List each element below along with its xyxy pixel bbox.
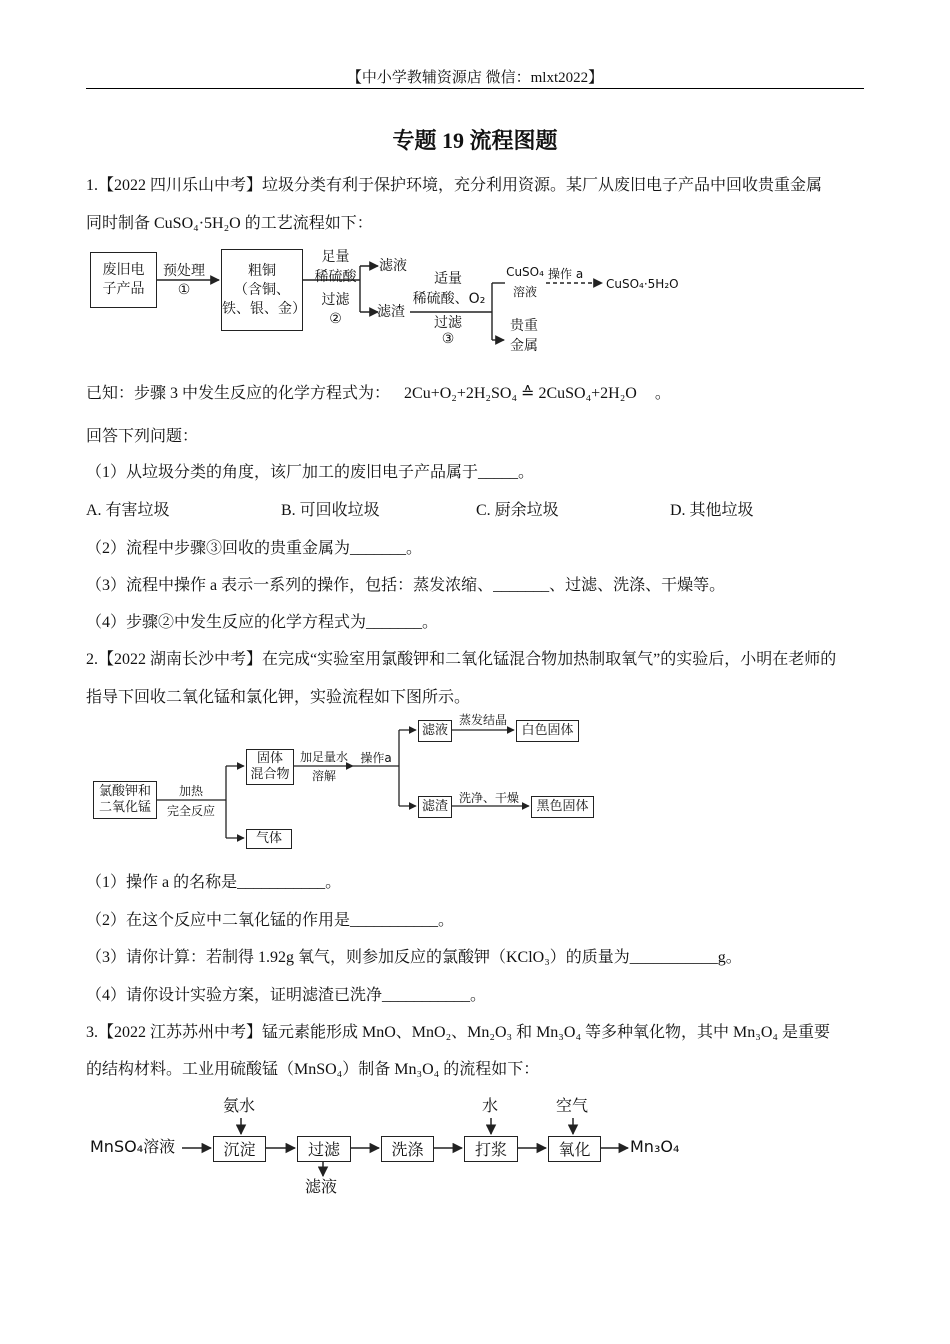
q1-filtrate: 滤液 — [379, 258, 407, 274]
q1-step1-pretreat: 预处理 — [163, 263, 205, 279]
q1-stem-line2: 同时制备 CuSO₄·5H₂O 的工艺流程如下： — [86, 215, 373, 232]
q1-step2-amount: 足量 — [321, 249, 350, 265]
q2-sub3: （3）请你计算：若制得 1.92g 氧气，则参加反应的氯酸钾（KClO₃）的质量为___________g。 — [86, 949, 742, 966]
q1-step2-acid: 稀硫酸 — [314, 269, 357, 285]
q2-sub1: （1）操作 a 的名称是___________。 — [86, 874, 342, 891]
q2-add-water: 加足量水 — [299, 750, 348, 764]
q1-known: 已知：步骤 3 中发生反应的化学方程式为： 2Cu+O₂+2H₂SO₄ ≙ 2CuSO₄+2H₂O 。 — [86, 385, 671, 402]
q3-filtrate: 滤液 — [305, 1177, 338, 1196]
q2-box-black-solid: 黑色固体 — [531, 796, 594, 818]
q3-stem-line1: 3.【2022 江苏苏州中考】锰元素能形成 MnO、MnO₂、Mn₂O₃ 和 Mn₃O₄ 等多种氧化物，其中 Mn₃O₄ 是重要 — [86, 1024, 830, 1041]
q1-step2-filter: 过滤 — [321, 292, 350, 308]
q1-residue: 滤渣 — [377, 304, 405, 320]
q1-option-c: C. 厨余垃圾 — [476, 502, 559, 519]
q3-stem-line2: 的结构材料。工业用硫酸锰（MnSO₄）制备 Mn₃O₄ 的流程如下： — [86, 1061, 540, 1078]
q1-option-a: A. 有害垃圾 — [86, 502, 170, 519]
q3-step-wash: 洗涤 — [381, 1136, 434, 1162]
q1-step3-reagents: 稀硫酸、O₂ — [412, 291, 486, 307]
q2-box-gas: 气体 — [246, 829, 292, 849]
page-header: 【中小学教辅资源店 微信：mlxt2022】 — [346, 70, 604, 86]
q2-box-white-solid: 白色固体 — [516, 720, 579, 742]
q1-sub3: （3）流程中操作 a 表示一系列的操作，包括：蒸发浓缩、_______、过滤、洗涤、干燥等。 — [86, 577, 726, 594]
q1-option-d: D. 其他垃圾 — [670, 502, 754, 519]
q2-dissolve: 溶解 — [311, 769, 336, 783]
q2-operation-a: 操作a — [360, 751, 392, 765]
q3-step-oxidize: 氧化 — [548, 1136, 601, 1162]
q3-start-solution: MnSO₄溶液 — [90, 1137, 176, 1156]
q1-precious-metal-1: 贵重 — [510, 318, 538, 334]
q1-solution-label: 溶液 — [512, 285, 537, 299]
q2-sub2: （2）在这个反应中二氧化锰的作用是___________。 — [86, 912, 455, 929]
q1-sub2: （2）流程中步骤③回收的贵重金属为_______。 — [86, 540, 423, 557]
q1-step3-number: ③ — [441, 331, 455, 347]
q1-answer-intro: 回答下列问题： — [86, 428, 199, 445]
q3-step-filter: 过滤 — [297, 1136, 351, 1162]
q3-step-precipitate: 沉淀 — [213, 1136, 266, 1162]
q2-evaporate: 蒸发结晶 — [458, 713, 507, 727]
q2-sub4: （4）请你设计实验方案，证明滤渣已洗净___________。 — [86, 987, 487, 1004]
q1-product: CuSO₄·5H₂O — [606, 277, 679, 291]
q1-step1-number: ① — [177, 282, 191, 298]
page-title: 专题 19 流程图题 — [392, 128, 558, 153]
q1-step3-filter: 过滤 — [434, 315, 462, 331]
q3-air: 空气 — [556, 1096, 589, 1115]
q3-product: Mn₃O₄ — [630, 1137, 680, 1156]
q2-stem-line2: 指导下回收二氧化锰和氯化钾，实验流程如下图所示。 — [86, 689, 471, 706]
q2-box-start: 氯酸钾和 二氧化锰 — [93, 781, 157, 819]
q1-precious-metal-2: 金属 — [510, 338, 538, 354]
q2-box-solid-mixture: 固体 混合物 — [246, 749, 294, 785]
q1-step3-amount: 适量 — [434, 271, 462, 287]
q3-ammonia: 氨水 — [223, 1096, 256, 1115]
q1-box-crude-copper: 粗铜 （含铜、 铁、银、金） — [221, 249, 303, 331]
q1-sub4: （4）步骤②中发生反应的化学方程式为_______。 — [86, 614, 439, 631]
q3-step-slurry: 打浆 — [464, 1136, 518, 1162]
q2-wash-dry: 洗净、干燥 — [458, 791, 519, 805]
q1-sub1: （1）从垃圾分类的角度，该厂加工的废旧电子产品属于_____。 — [86, 464, 535, 481]
q2-box-filtrate: 滤液 — [418, 720, 452, 742]
q1-equation: 2Cu+O₂+2H₂SO₄ ≙ 2CuSO₄+2H₂O — [404, 385, 637, 402]
q1-stem-line1: 1.【2022 四川乐山中考】垃圾分类有利于保护环境，充分利用资源。某厂从废旧电子产品中回收贵重金属 — [86, 177, 823, 194]
q1-operation-a: 操作 a — [548, 267, 584, 281]
q1-box-waste-electronics: 废旧电 子产品 — [90, 252, 157, 308]
q2-heat-label: 加热 — [178, 784, 203, 798]
q2-box-residue: 滤渣 — [418, 796, 452, 818]
q2-complete-reaction: 完全反应 — [166, 804, 215, 818]
q3-water: 水 — [482, 1096, 499, 1115]
q1-cuso4-solution: CuSO₄ — [506, 265, 544, 279]
q1-step2-number: ② — [329, 311, 342, 327]
q1-option-b: B. 可回收垃圾 — [281, 502, 380, 519]
q2-stem-line1: 2.【2022 湖南长沙中考】在完成“实验室用氯酸钾和二氧化锰混合物加热制取氧气”的实验后，小明在老师的 — [86, 651, 837, 668]
